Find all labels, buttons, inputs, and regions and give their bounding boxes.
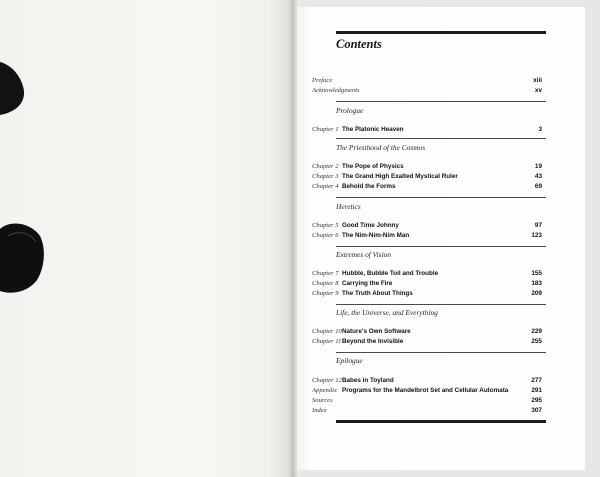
entry-title: The Grand High Exalted Mystical Ruler [342, 173, 458, 180]
section-divider [336, 246, 546, 247]
entry-page: 3 [538, 126, 542, 133]
entry-label: Chapter 6 [312, 232, 339, 239]
entry-label: Chapter 9 [312, 290, 339, 297]
entry-page: 43 [534, 173, 542, 180]
toc-entry [312, 376, 542, 386]
entry-label: Chapter 2 [312, 163, 339, 170]
entry-page: 295 [531, 397, 542, 404]
section-heading: Epilogue [336, 356, 363, 365]
entry-page: 123 [531, 232, 542, 239]
section-heading: The Priesthood of the Cosmos [336, 143, 426, 152]
toc-entry-preface [312, 76, 542, 86]
entry-label: Preface [312, 77, 333, 84]
toc-entry-acknowledgments [312, 86, 542, 96]
bottom-rule [336, 420, 546, 423]
entry-page: 255 [531, 338, 542, 345]
entry-label: Chapter 11 [312, 338, 342, 345]
entry-title: The Platonic Heaven [342, 126, 404, 133]
entry-title: Beyond the Invisible [342, 338, 404, 345]
entry-label: Chapter 7 [312, 270, 339, 277]
section-divider [336, 352, 546, 353]
toc-entry [312, 386, 542, 396]
gloved-fingers [0, 0, 60, 477]
toc-entry [312, 327, 542, 337]
section-divider [336, 101, 546, 102]
toc-entry [312, 337, 542, 347]
top-rule [336, 31, 546, 34]
entry-title: Programs for the Mandelbrot Set and Cellular Automata [342, 387, 509, 394]
entry-page: xiii [533, 77, 542, 84]
toc-entry [312, 162, 542, 172]
entry-title: Behold the Forms [342, 183, 396, 190]
gloved-finger-lower [0, 224, 44, 293]
entry-label: Chapter 12 [312, 377, 342, 384]
entry-label: Chapter 1 [312, 126, 339, 133]
entry-label: Acknowledgments [312, 87, 360, 94]
entry-label: Sources [312, 397, 333, 404]
section-heading: Heretics [336, 202, 361, 211]
toc-entry-sources [312, 396, 542, 406]
entry-title: Babes in Toyland [342, 377, 394, 384]
entry-page: 19 [534, 163, 542, 170]
toc-entry [312, 221, 542, 231]
toc-entry [312, 269, 542, 279]
page-title: Contents [336, 37, 382, 51]
entry-title: The Pope of Physics [342, 163, 404, 170]
entry-page: 277 [531, 377, 542, 384]
entry-title: Good Time Johnny [342, 222, 399, 229]
entry-label: Index [312, 407, 327, 414]
entry-page: 97 [534, 222, 542, 229]
toc-entry [312, 289, 542, 299]
entry-page: 229 [531, 328, 542, 335]
section-heading: Prologue [336, 106, 364, 115]
toc-entry [312, 172, 542, 182]
section-divider [336, 304, 546, 305]
section-divider [336, 138, 546, 139]
gloved-finger-upper [0, 62, 24, 115]
entry-label: Chapter 3 [312, 173, 339, 180]
entry-title: The Nim-Nim-Nim Man [342, 232, 410, 239]
entry-page: 307 [531, 407, 542, 414]
entry-page: 183 [531, 280, 542, 287]
entry-title: The Truth About Things [342, 290, 413, 297]
entry-title: Hubble, Bubble Toil and Trouble [342, 270, 439, 277]
entry-label: Chapter 10 [312, 328, 342, 335]
toc-entry [312, 231, 542, 241]
entry-page: 209 [531, 290, 542, 297]
entry-page: 291 [531, 387, 542, 394]
entry-page: 69 [534, 183, 542, 190]
entry-label: Chapter 5 [312, 222, 339, 229]
toc-entry-index [312, 406, 542, 416]
entry-title: Carrying the Fire [342, 280, 393, 287]
section-divider [336, 197, 546, 198]
toc-entry [312, 279, 542, 289]
section-heading: Life, the Universe, and Everything [336, 308, 438, 317]
entry-label: Appendix [312, 387, 337, 394]
entry-title: Nature's Own Software [342, 328, 411, 335]
section-heading: Extremes of Vision [336, 250, 392, 259]
toc-entry [312, 125, 542, 135]
entry-label: Chapter 8 [312, 280, 339, 287]
entry-page: 155 [531, 270, 542, 277]
entry-page: xv [534, 87, 542, 94]
entry-label: Chapter 4 [312, 183, 339, 190]
toc-entry [312, 182, 542, 192]
